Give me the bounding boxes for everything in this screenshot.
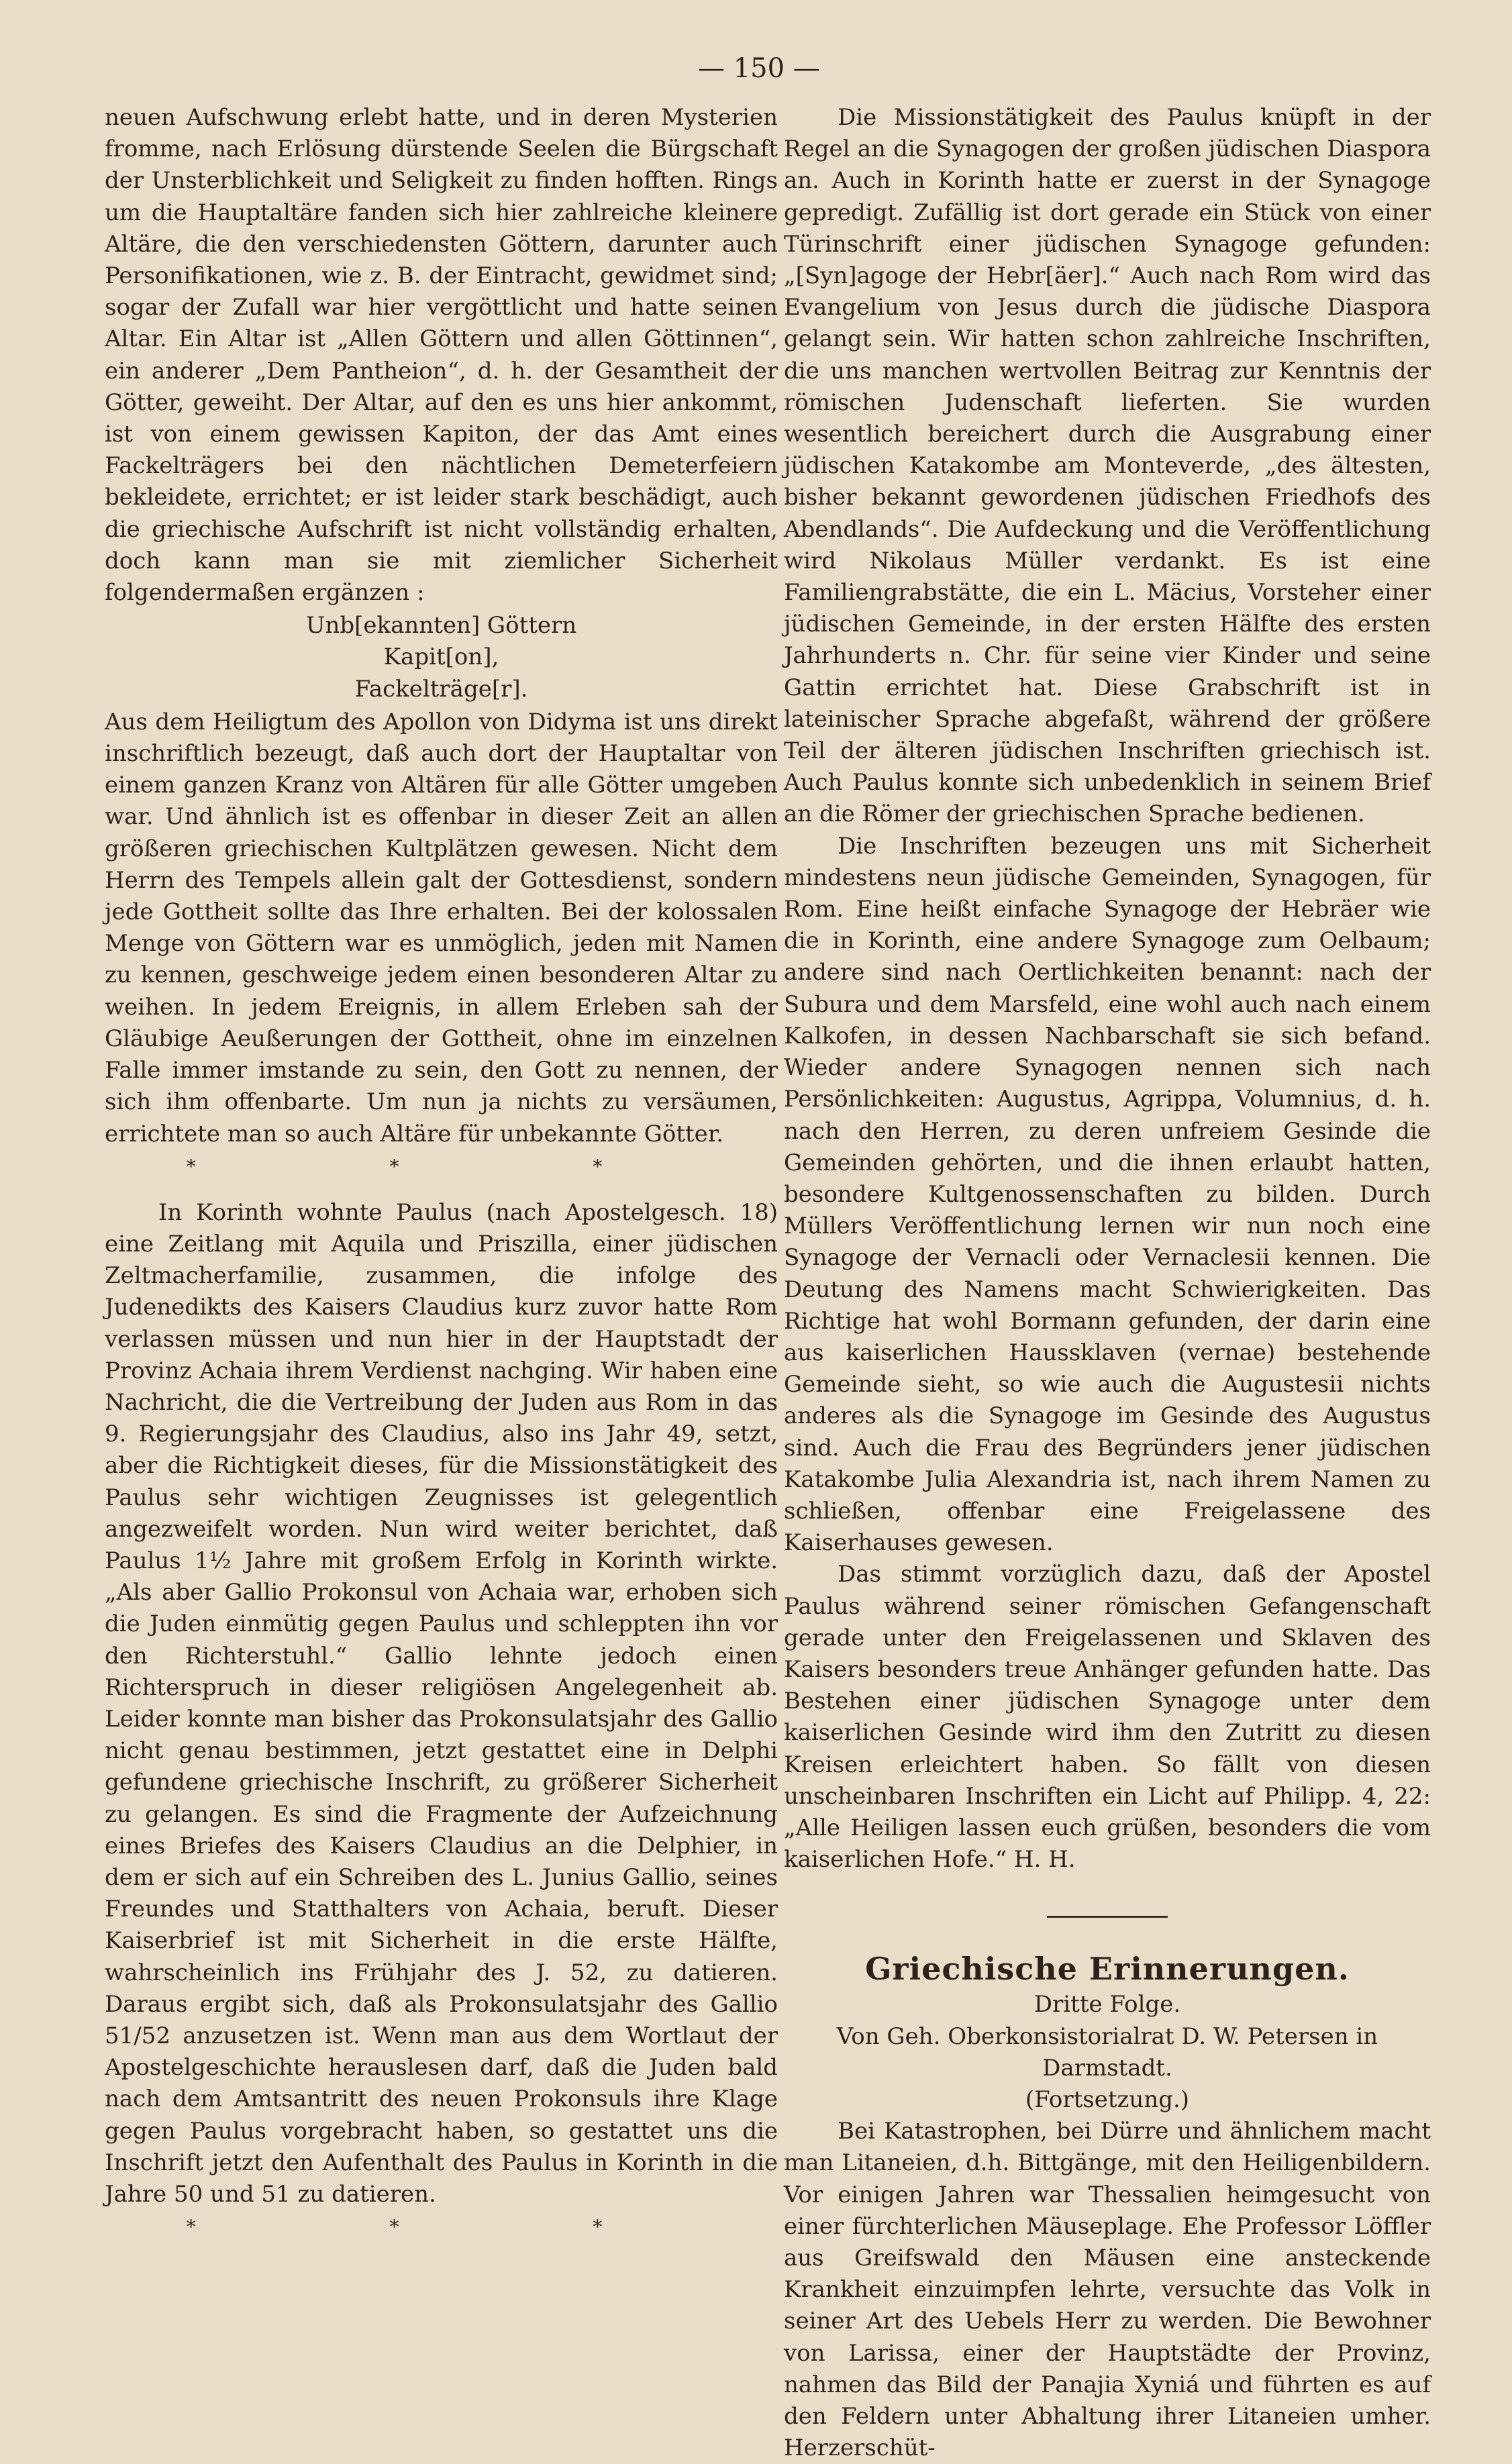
left-column: [105, 102, 778, 2249]
inscription-line: Kapit[on],: [383, 644, 499, 671]
right-column: [784, 102, 1431, 2464]
article-continuation: (Fortsetzung.): [1025, 2086, 1190, 2113]
inscription-line: Fackelträge[r].: [354, 675, 528, 703]
inscription-line: Unb[ekannten] Göttern: [305, 612, 577, 639]
section-separator: * * *: [186, 2216, 697, 2239]
article-byline: Von Geh. Oberkonsistorialrat D. W. Petersen in Darmstadt.: [836, 2022, 1378, 2082]
inscription: [105, 610, 778, 705]
corinth-paragraph: In Korinth wohnte Paulus (nach Apostelgesch. 18) eine Zeitlang mit Aquila und Priszilla, einer jüdischen Zeltmacherfamilie, zusammen, die infolge des Judenedikts des Kaisers Claudius kurz zuvor hatte Rom verlassen müssen und nun hier in der Hauptstadt der Provinz Achaia ihrem Verdienst nachging. Wir haben eine Nachricht, die die Vertreibung der Juden aus Rom in das 9. Regierungsjahr des Claudius, also ins Jahr 49, setzt, aber die Richtigkeit dieses, für die Missionstätigkeit des Paulus sehr wichtigen Zeugnisses ist gelegentlich angezweifelt worden. Nun wird weiter berichtet, daß Paulus 1½ Jahre mit großem Erfolg in Korinth wirkte. „Als aber Gallio Prokonsul von Achaia war, erhoben sich die Juden einmütig gegen Paulus und schleppten ihn vor den Richterstuhl.“ Gallio lehnte jedoch einen Richterspruch in dieser religiösen Angelegenheit ab. Leider konnte man bisher das Prokonsulatsjahr des Gallio nicht genau bestimmen, jetzt gestattet eine in Delphi gefundene griechische Inschrift, zu größerer Sicherheit zu gelangen. Es sind die Fragmente der Aufzeichnung eines Briefes des Kaisers Claudius an die Delphier, in dem er sich auf ein Schreiben des L. Junius Gallio, seines Freundes und Statthalters von Achaia, beruft. Dieser Kaiserbrief ist mit Sicherheit in die erste Hälfte, wahrscheinlich ins Frühjahr des J. 52, zu datieren. Daraus ergibt sich, daß als Prokonsulatsjahr des Gallio 51/52 anzusetzen ist. Wenn man aus dem Wortlaut der Apostelgeschichte herauslesen darf, daß die Juden bald nach dem Amtsantritt des neuen Prokonsuls ihre Klage gegen Paulus vorgebracht haben, so gestattet uns die Inschrift jetzt den Aufenthalt des Paulus in Korinth in die Jahre 50 und 51 zu datieren.: [105, 1198, 778, 2208]
section-separator: * * *: [186, 1155, 697, 1178]
divider-rule: [1047, 1916, 1168, 1918]
page-number: — 150 —: [698, 53, 820, 84]
conclusion-paragraph: Das stimmt vorzüglich dazu, daß der Apostel Paulus während seiner römischen Gefangenschaft gerade unter den Freigelassenen und Sklaven des Kaisers besonders treue Anhänger gefunden hatte. Das Bestehen einer jüdischen Synagoge unter dem kaiserlichen Gesinde wird ihm den Zutritt zu diesen Kreisen erleichtert haben. So fällt von diesen unscheinbaren Inschriften ein Licht auf Philipp. 4, 22: „Alle Heiligen lassen euch grüßen, besonders die vom kaiserlichen Hofe.“ H. H.: [784, 1561, 1431, 1873]
article-title: Griechische Erinnerungen.: [865, 1951, 1350, 1988]
mission-paragraph: Die Missionstätigkeit des Paulus knüpft in der Regel an die Synagogen der großen jüdischen Diaspora an. Auch in Korinth hatte er zuerst in der Synagoge gepredigt. Zufällig ist dort gerade ein Stück von einer Türinschrift einer jüdischen Synagoge gefunden: „[Syn]agoge der Hebr[äer].“ Auch nach Rom wird das Evangelium von Jesus durch die jüdische Diaspora gelangt sein. Wir hatten schon zahlreiche Inschriften, die uns manchen wertvollen Beitrag zur Kenntnis der römischen Judenschaft lieferten. Sie wurden wesentlich bereichert durch die Ausgrabung einer jüdischen Katakombe am Monteverde, „des ältesten, bisher bekannt gewordenen jüdischen Friedhofs des Abendlands“. Die Aufdeckung und die Veröffentlichung wird Nikolaus Müller verdankt. Es ist eine Familiengrabstätte, die ein L. Mäcius, Vorsteher einer jüdischen Gemeinde, in der ersten Hälfte des ersten Jahrhunderts n. Chr. für seine vier Kinder und seine Gattin errichtet hat. Diese Grabschrift ist in lateinischer Sprache abgefaßt, während der größere Teil der älteren jüdischen Inschriften griechisch ist. Auch Paulus konnte sich unbedenklich in seinem Brief an die Römer der griechischen Sprache bedienen.: [784, 104, 1431, 828]
synagogues-paragraph: Die Inschriften bezeugen uns mit Sicherheit mindestens neun jüdische Gemeinden, Synagogen, für Rom. Eine heißt einfache Synagoge der Hebräer wie die in Korinth, eine andere Synagoge zum Oelbaum; andere sind nach Oertlichkeiten benannt: nach der Subura und dem Marsfeld, eine wohl auch nach einem Kalkofen, in dessen Nachbarschaft sie sich befand. Wieder andere Synagogen nennen sich nach Persönlichkeiten: Augustus, Agrippa, Volumnius, d. h. nach den Herren, zu deren unfreiem Gesinde die Gemeinden gehörten, und die ihnen erlaubt hatten, besondere Kultgenossenschaften zu bilden. Durch Müllers Veröffentlichung lernen wir nun noch eine Synagoge der Vernacli oder Vernaclesii kennen. Die Deutung des Namens macht Schwierigkeiten. Das Richtige hat wohl Bormann gefunden, der darin eine aus kaiserlichen Haussklaven (vernae) bestehende Gemeinde sieht, so wie auch die Augustesii nichts anderes als die Synagoge im Gesinde des Augustus sind. Auch die Frau des Begründers jener jüdischen Katakombe Julia Alexandria ist, nach ihrem Namen zu schließen, offenbar eine Freigelassene des Kaiserhauses gewesen.: [784, 832, 1431, 1557]
didyma-paragraph: Aus dem Heiligtum des Apollon von Didyma ist uns direkt inschriftlich bezeugt, daß auch dort der Hauptaltar von einem ganzen Kranz von Altären für alle Götter umgeben war. Und ähnlich ist es offenbar in dieser Zeit an allen größeren griechischen Kultplätzen gewesen. Nicht dem Herrn des Tempels allein galt der Gottesdienst, sondern jede Gottheit sollte das Ihre erhalten. Bei der kolossalen Menge von Göttern war es unmöglich, jeden mit Namen zu kennen, geschweige jedem einen besonderen Altar zu weihen. In jedem Ereignis, in allem Erleben sah der Gläubige Aeußerungen der Gottheit, ohne im einzelnen Falle immer imstande zu sein, den Gott zu nennen, der sich ihm offenbarte. Um nun ja nichts zu versäumen, errichtete man so auch Altäre für unbekannte Götter.: [105, 708, 778, 1147]
article-part: Dritte Folge.: [1034, 1991, 1181, 2018]
article-body: Bei Katastrophen, bei Dürre und ähnlichem macht man Litaneien, d.h. Bittgänge, mit den Heiligenbildern. Vor einigen Jahren war Thessalien heimgesucht von einer fürchterlichen Mäuseplage. Ehe Professor Löffler aus Greifswald den Mäusen eine ansteckende Krankheit einzuimpfen lehrte, versuchte das Volk in seiner Art des Uebels Herr zu werden. Die Bewohner von Larissa, einer der Hauptstädte der Provinz, nahmen das Bild der Panajia Xyniá und führten es auf den Feldern unter Abhaltung ihrer Litaneien umher. Herzerschüt-: [784, 2118, 1431, 2462]
intro-paragraph: neuen Aufschwung erlebt hatte, und in deren Mysterien fromme, nach Erlösung dürstende Seelen die Bürgschaft der Unsterblichkeit und Seligkeit zu finden hofften. Rings um die Hauptaltäre fanden sich hier zahlreiche kleinere Altäre, die den verschiedensten Göttern, darunter auch Personifikationen, wie z. B. der Eintracht, gewidmet sind; sogar der Zufall war hier vergöttlicht und hatte seinen Altar. Ein Altar ist „Allen Göttern und allen Göttinnen“, ein anderer „Dem Pantheion“, d. h. der Gesamtheit der Götter, geweiht. Der Altar, auf den es uns hier ankommt, ist von einem gewissen Kapiton, der das Amt eines Fackelträgers bei den nächtlichen Demeterfeiern bekleidete, errichtet; er ist leider stark beschädigt, auch die griechische Aufschrift ist nicht vollständig erhalten, doch kann man sie mit ziemlicher Sicherheit folgendermaßen ergänzen :: [105, 104, 778, 607]
